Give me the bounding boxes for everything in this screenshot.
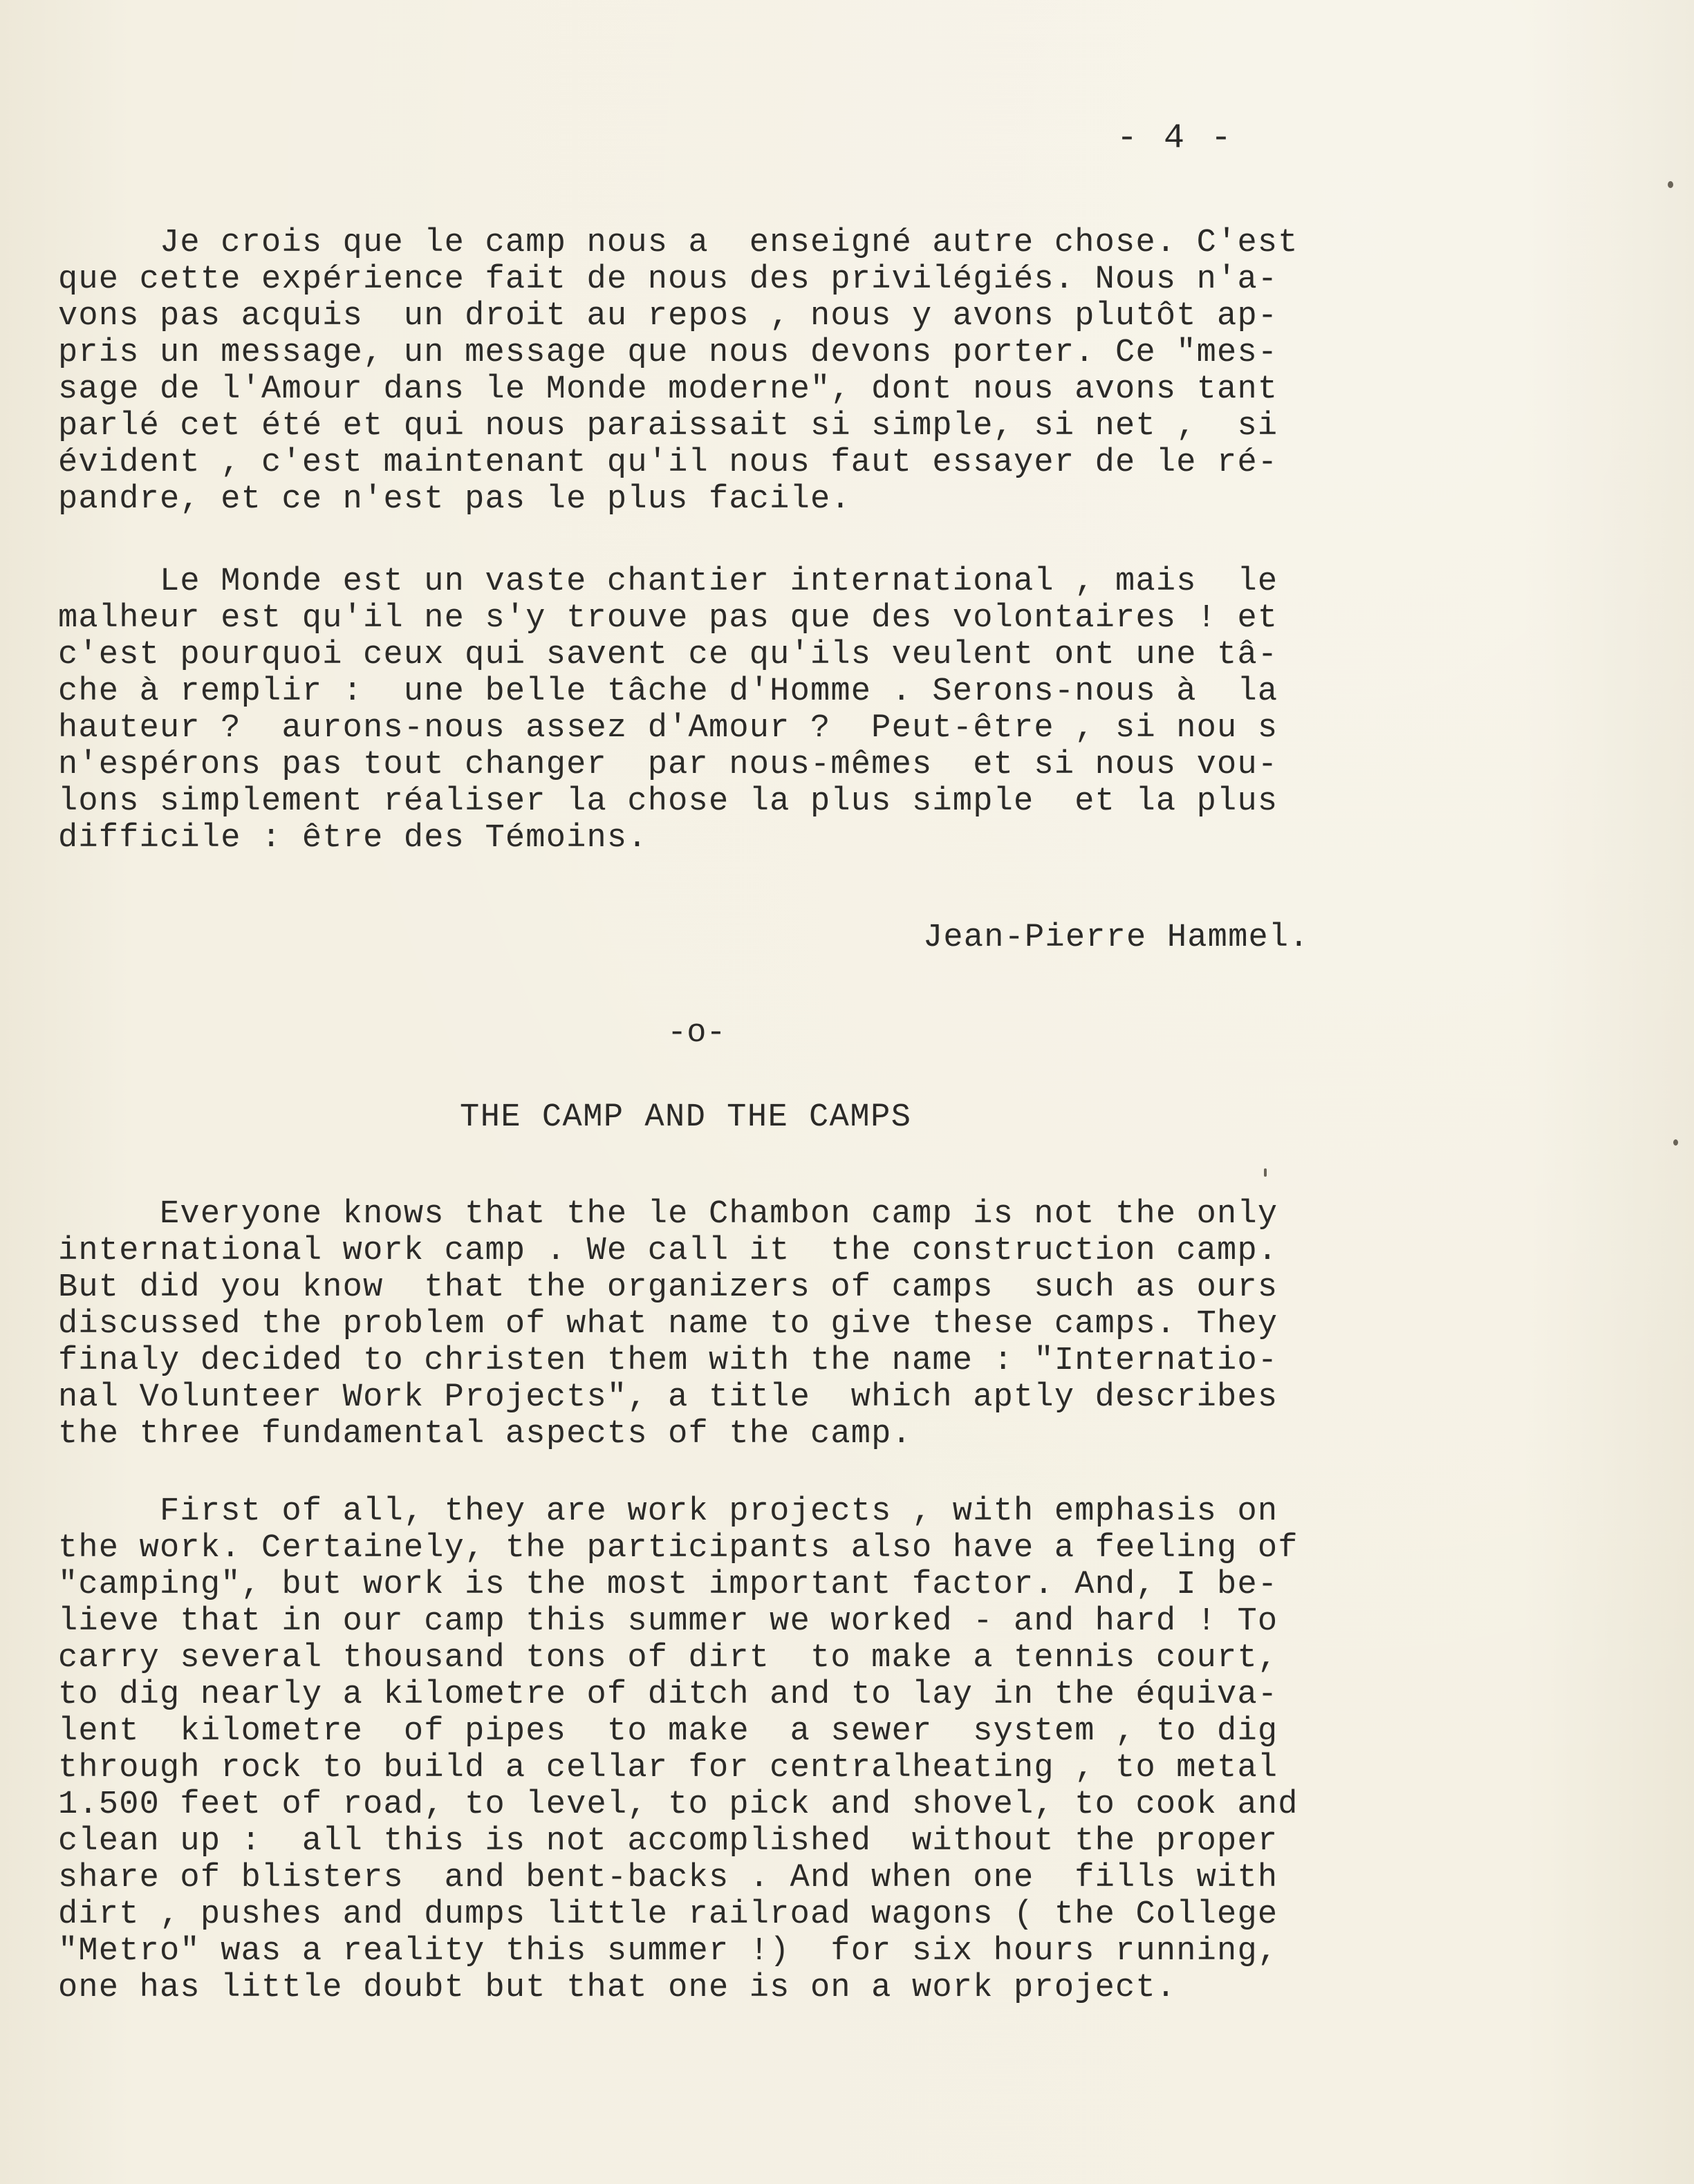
text-line: But did you know that the organizers of camps such as ours bbox=[58, 1269, 1278, 1306]
english-paragraph-1 bbox=[58, 1196, 1330, 1453]
paper-speck bbox=[1264, 1168, 1267, 1177]
text-line: through rock to build a cellar for centralheating , to metal bbox=[58, 1750, 1278, 1786]
text-line: "Metro" was a reality this summer !) for six hours running, bbox=[58, 1933, 1278, 1970]
text-line: Le Monde est un vaste chantier international , mais le bbox=[58, 563, 1278, 600]
text-line: n'espérons pas tout changer par nous-mêmes et si nous vou- bbox=[58, 747, 1278, 783]
text-line: 1.500 feet of road, to level, to pick and shovel, to cook and bbox=[58, 1786, 1299, 1823]
text-line: the three fundamental aspects of the camp. bbox=[58, 1416, 912, 1453]
text-line: discussed the problem of what name to give these camps. They bbox=[58, 1306, 1278, 1343]
text-line: share of blisters and bent-backs . And when one fills with bbox=[58, 1860, 1278, 1896]
text-line: the work. Certainely, the participants also have a feeling of bbox=[58, 1530, 1299, 1567]
text-line: che à remplir : une belle tâche d'Homme . Serons-nous à la bbox=[58, 673, 1278, 710]
text-line: finaly decided to christen them with the name : "Internatio- bbox=[58, 1343, 1278, 1379]
section-title: THE CAMP AND THE CAMPS bbox=[460, 1099, 912, 1136]
text-line: sage de l'Amour dans le Monde moderne", dont nous avons tant bbox=[58, 371, 1278, 408]
text-line: que cette expérience fait de nous des privilégiés. Nous n'a- bbox=[58, 261, 1278, 298]
french-paragraph-2 bbox=[58, 563, 1330, 857]
french-paragraph-1 bbox=[58, 225, 1330, 518]
text-line: to dig nearly a kilometre of ditch and to lay in the équiva- bbox=[58, 1677, 1278, 1713]
text-line: dirt , pushes and dumps little railroad wagons ( the College bbox=[58, 1896, 1278, 1933]
text-line: pandre, et ce n'est pas le plus facile. bbox=[58, 481, 851, 518]
text-line: Everyone knows that the le Chambon camp is not the only bbox=[58, 1196, 1278, 1233]
text-line: international work camp . We call it the construction camp. bbox=[58, 1233, 1278, 1269]
text-line: nal Volunteer Work Projects", a title which aptly describes bbox=[58, 1379, 1278, 1416]
text-line: lieve that in our camp this summer we worked - and hard ! To bbox=[58, 1603, 1278, 1640]
page-number: - 4 - bbox=[1117, 119, 1235, 158]
text-line: one has little doubt but that one is on a work project. bbox=[58, 1970, 1177, 2006]
text-line: pris un message, un message que nous devons porter. Ce "mes- bbox=[58, 335, 1278, 371]
text-line: First of all, they are work projects , with emphasis on bbox=[58, 1493, 1278, 1530]
text-line: c'est pourquoi ceux qui savent ce qu'ils veulent ont une tâ- bbox=[58, 637, 1278, 673]
paper-speck bbox=[1673, 1139, 1678, 1146]
paper-speck bbox=[1668, 181, 1673, 188]
text-line: parlé cet été et qui nous paraissait si simple, si net , si bbox=[58, 408, 1278, 445]
english-paragraph-2 bbox=[58, 1493, 1330, 2006]
text-line: évident , c'est maintenant qu'il nous faut essayer de le ré- bbox=[58, 445, 1278, 481]
text-line: vons pas acquis un droit au repos , nous y avons plutôt ap- bbox=[58, 298, 1278, 335]
author-signature: Jean-Pierre Hammel. bbox=[923, 920, 1310, 956]
text-line: "camping", but work is the most important factor. And, I be- bbox=[58, 1567, 1278, 1603]
text-line: difficile : être des Témoins. bbox=[58, 820, 648, 857]
text-line: lons simplement réaliser la chose la plus simple et la plus bbox=[58, 783, 1278, 820]
text-line: Je crois que le camp nous a enseigné autre chose. C'est bbox=[58, 225, 1299, 261]
text-line: lent kilometre of pipes to make a sewer system , to dig bbox=[58, 1713, 1278, 1750]
text-line: clean up : all this is not accomplished without the proper bbox=[58, 1823, 1278, 1860]
text-line: hauteur ? aurons-nous assez d'Amour ? Peut-être , si nou s bbox=[58, 710, 1278, 747]
text-line: malheur est qu'il ne s'y trouve pas que des volontaires ! et bbox=[58, 600, 1278, 637]
section-separator: -o- bbox=[667, 1015, 726, 1052]
text-line: carry several thousand tons of dirt to make a tennis court, bbox=[58, 1640, 1278, 1677]
